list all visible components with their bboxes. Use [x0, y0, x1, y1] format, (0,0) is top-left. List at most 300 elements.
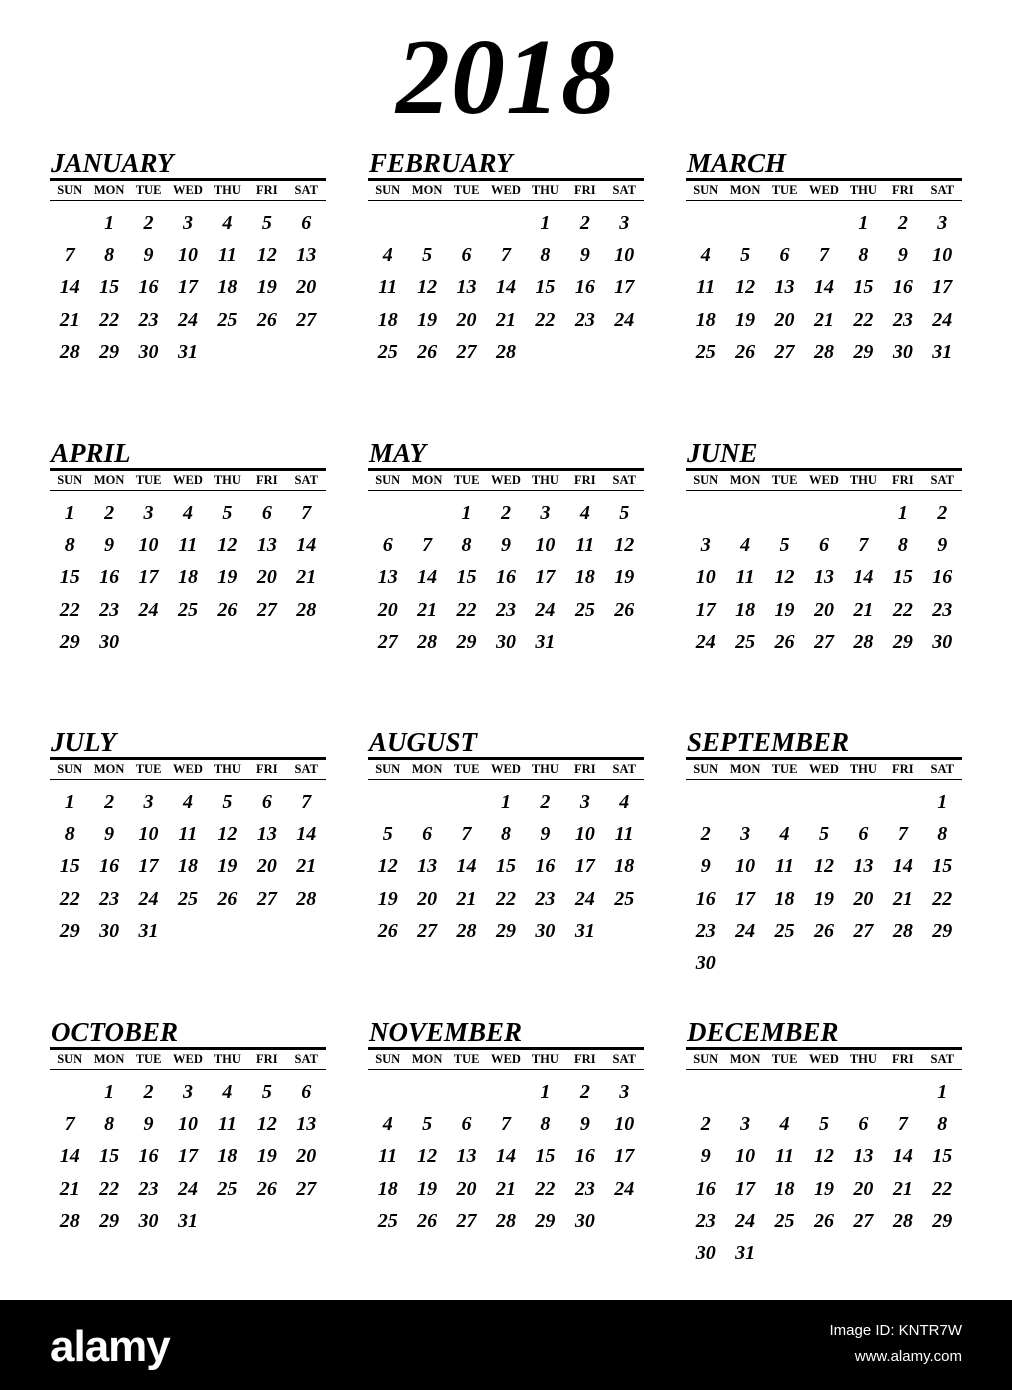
day-cell: 26	[377, 919, 398, 942]
weekday-label: MON	[411, 1052, 443, 1066]
day-cell: 5	[422, 244, 433, 267]
day-cell: 11	[735, 566, 755, 589]
day-cell: 2	[104, 502, 115, 525]
day-cell: 19	[217, 855, 238, 878]
month-november	[368, 1017, 644, 1237]
day-cell: 22	[59, 887, 80, 910]
week-row	[686, 786, 962, 818]
weekday-label: SAT	[294, 473, 318, 487]
day-cell: 16	[138, 1145, 159, 1168]
week-row	[368, 883, 644, 915]
divider	[368, 1069, 644, 1070]
day-cell: 6	[382, 534, 393, 557]
week-row	[368, 304, 644, 336]
day-cell: 1	[461, 502, 472, 525]
day-cell: 18	[695, 308, 716, 331]
day-cell: 17	[932, 276, 953, 299]
weekday-label: SAT	[930, 762, 954, 776]
weekday-label: THU	[849, 473, 877, 487]
day-cell: 2	[143, 212, 154, 235]
day-cell: 11	[775, 1145, 794, 1168]
divider	[50, 200, 326, 201]
day-cell: 12	[256, 244, 277, 267]
week-row	[368, 1140, 644, 1172]
day-cell: 13	[853, 855, 874, 878]
month-name: APRIL	[51, 438, 131, 468]
weekday-label: TUE	[771, 183, 798, 197]
day-cell: 15	[456, 566, 477, 589]
day-cell: 27	[853, 1209, 874, 1232]
week-row	[686, 529, 962, 561]
day-grid	[50, 786, 326, 947]
weekday-label: TUE	[453, 1052, 480, 1066]
day-cell: 10	[177, 244, 198, 267]
day-cell: 3	[700, 534, 711, 557]
weekday-label: WED	[491, 762, 521, 776]
day-cell: 9	[700, 855, 711, 878]
weekday-label: THU	[849, 762, 877, 776]
week-row	[50, 239, 326, 271]
day-cell: 24	[614, 308, 635, 331]
day-grid	[686, 207, 962, 368]
day-cell: 24	[614, 1177, 635, 1200]
day-cell: 21	[892, 1177, 913, 1200]
day-cell: 19	[417, 308, 438, 331]
day-cell: 14	[456, 855, 477, 878]
day-cell: 22	[932, 887, 953, 910]
day-cell: 20	[296, 276, 317, 299]
day-cell: 8	[858, 244, 869, 267]
day-cell: 15	[99, 276, 120, 299]
day-cell: 25	[614, 887, 635, 910]
day-cell: 3	[740, 1113, 751, 1136]
day-cell: 11	[775, 855, 794, 878]
day-cell: 21	[296, 855, 317, 878]
day-cell: 28	[59, 1209, 80, 1232]
weekday-label: MON	[93, 183, 125, 197]
day-cell: 23	[138, 308, 159, 331]
day-cell: 14	[59, 1145, 80, 1168]
day-cell: 22	[535, 1177, 556, 1200]
month-name: FEBRUARY	[369, 148, 513, 178]
day-cell: 6	[461, 1113, 472, 1136]
month-february	[368, 148, 644, 368]
day-cell: 30	[695, 1242, 716, 1265]
day-cell: 1	[937, 1081, 948, 1104]
day-cell: 26	[256, 308, 277, 331]
weekday-label: MON	[729, 473, 761, 487]
weekday-label: MON	[411, 762, 443, 776]
year-title: 2018	[396, 18, 616, 137]
day-cell: 27	[813, 630, 834, 653]
week-row	[686, 947, 962, 979]
weekday-label: TUE	[453, 183, 480, 197]
day-cell: 28	[813, 340, 834, 363]
day-cell: 12	[217, 823, 238, 846]
month-october	[50, 1017, 326, 1237]
day-cell: 13	[377, 566, 398, 589]
day-cell: 10	[735, 1145, 756, 1168]
day-cell: 21	[59, 308, 80, 331]
week-row	[50, 1205, 326, 1237]
day-cell: 25	[177, 598, 198, 621]
day-cell: 27	[456, 340, 477, 363]
day-cell: 29	[932, 1209, 953, 1232]
day-cell: 4	[182, 791, 193, 814]
day-cell: 11	[378, 276, 398, 299]
day-cell: 4	[579, 502, 590, 525]
day-cell: 20	[296, 1145, 317, 1168]
weekday-label: SAT	[612, 1052, 636, 1066]
day-cell: 8	[540, 1113, 551, 1136]
day-cell: 12	[256, 1113, 277, 1136]
day-cell: 25	[774, 1209, 795, 1232]
day-cell: 25	[774, 919, 795, 942]
weekday-header	[368, 471, 644, 490]
day-cell: 12	[377, 855, 398, 878]
weekday-label: WED	[173, 1052, 203, 1066]
week-row	[368, 818, 644, 850]
day-cell: 10	[735, 855, 756, 878]
day-cell: 7	[301, 791, 312, 814]
day-cell: 24	[695, 630, 716, 653]
week-row	[368, 271, 644, 303]
day-cell: 4	[382, 1113, 393, 1136]
day-cell: 7	[461, 823, 472, 846]
day-cell: 9	[143, 1113, 154, 1136]
weekday-label: WED	[491, 1052, 521, 1066]
weekday-label: MON	[411, 473, 443, 487]
weekday-label: WED	[173, 183, 203, 197]
day-cell: 19	[417, 1177, 438, 1200]
day-cell: 10	[614, 244, 635, 267]
weekday-label: WED	[173, 473, 203, 487]
weekday-label: MON	[729, 1052, 761, 1066]
day-cell: 10	[695, 566, 716, 589]
month-name: MARCH	[687, 148, 787, 178]
day-cell: 27	[256, 598, 277, 621]
day-cell: 17	[177, 1145, 198, 1168]
day-cell: 29	[456, 630, 477, 653]
day-cell: 14	[495, 1145, 516, 1168]
weekday-label: WED	[809, 762, 839, 776]
weekday-label: THU	[213, 1052, 241, 1066]
day-cell: 1	[897, 502, 908, 525]
site-url: www.alamy.com	[854, 1348, 962, 1365]
day-cell: 25	[377, 1209, 398, 1232]
day-cell: 28	[495, 340, 516, 363]
day-cell: 24	[138, 598, 159, 621]
weekday-label: WED	[491, 473, 521, 487]
day-cell: 19	[735, 308, 756, 331]
day-cell: 11	[178, 534, 198, 557]
weekday-label: SAT	[612, 473, 636, 487]
month-name: OCTOBER	[51, 1017, 179, 1047]
day-cell: 22	[99, 1177, 120, 1200]
day-cell: 29	[99, 340, 120, 363]
day-cell: 25	[177, 887, 198, 910]
day-cell: 23	[695, 919, 716, 942]
day-cell: 26	[217, 887, 238, 910]
week-row	[686, 271, 962, 303]
month-july	[50, 727, 326, 947]
day-cell: 1	[540, 1081, 551, 1104]
month-september	[686, 727, 962, 979]
day-cell: 4	[619, 791, 630, 814]
day-cell: 3	[182, 212, 193, 235]
day-cell: 15	[932, 855, 953, 878]
weekday-label: TUE	[453, 473, 480, 487]
day-cell: 19	[813, 887, 834, 910]
day-cell: 23	[695, 1209, 716, 1232]
weekday-label: TUE	[135, 473, 162, 487]
day-cell: 20	[813, 598, 834, 621]
day-cell: 14	[892, 1145, 913, 1168]
day-cell: 7	[64, 244, 75, 267]
day-cell: 16	[574, 1145, 595, 1168]
day-cell: 6	[261, 791, 272, 814]
weekday-label: TUE	[771, 473, 798, 487]
image-id-label: Image ID: KNTR7W	[829, 1322, 962, 1339]
day-cell: 4	[700, 244, 711, 267]
day-cell: 11	[575, 534, 595, 557]
weekday-label: MON	[729, 762, 761, 776]
day-cell: 21	[456, 887, 477, 910]
day-cell: 15	[495, 855, 516, 878]
day-cell: 8	[500, 823, 511, 846]
day-cell: 29	[99, 1209, 120, 1232]
divider	[686, 779, 962, 780]
divider	[50, 490, 326, 491]
weekday-label: THU	[213, 183, 241, 197]
divider	[50, 779, 326, 780]
weekday-label: MON	[729, 183, 761, 197]
day-cell: 12	[217, 534, 238, 557]
weekday-label: TUE	[135, 183, 162, 197]
weekday-header	[368, 760, 644, 779]
day-cell: 3	[182, 1081, 193, 1104]
day-cell: 18	[177, 566, 198, 589]
day-cell: 17	[138, 855, 159, 878]
day-cell: 17	[574, 855, 595, 878]
weekday-label: TUE	[135, 1052, 162, 1066]
month-august	[368, 727, 644, 947]
day-cell: 5	[222, 502, 233, 525]
day-cell: 25	[217, 308, 238, 331]
day-cell: 21	[892, 887, 913, 910]
day-cell: 20	[853, 1177, 874, 1200]
week-row	[368, 1173, 644, 1205]
weekday-label: SAT	[612, 762, 636, 776]
weekday-label: TUE	[135, 762, 162, 776]
week-row	[50, 1173, 326, 1205]
week-row	[686, 883, 962, 915]
day-cell: 24	[535, 598, 556, 621]
week-row	[50, 529, 326, 561]
weekday-label: SUN	[693, 473, 719, 487]
day-cell: 15	[99, 1145, 120, 1168]
day-grid	[50, 497, 326, 658]
day-grid	[686, 786, 962, 979]
day-cell: 7	[64, 1113, 75, 1136]
weekday-label: SAT	[294, 762, 318, 776]
week-row	[686, 818, 962, 850]
day-cell: 19	[256, 1145, 277, 1168]
day-cell: 5	[222, 791, 233, 814]
weekday-label: WED	[809, 183, 839, 197]
day-cell: 3	[619, 212, 630, 235]
day-cell: 28	[456, 919, 477, 942]
day-cell: 8	[64, 823, 75, 846]
day-cell: 24	[177, 1177, 198, 1200]
week-row	[50, 497, 326, 529]
weekday-label: THU	[849, 1052, 877, 1066]
weekday-header	[686, 760, 962, 779]
day-cell: 25	[735, 630, 756, 653]
day-grid	[368, 1076, 644, 1237]
day-cell: 12	[813, 1145, 834, 1168]
weekday-label: MON	[411, 183, 443, 197]
day-cell: 28	[296, 887, 317, 910]
day-cell: 3	[740, 823, 751, 846]
day-cell: 2	[579, 212, 590, 235]
day-cell: 28	[59, 340, 80, 363]
day-cell: 17	[735, 1177, 756, 1200]
day-cell: 25	[695, 340, 716, 363]
week-row	[50, 207, 326, 239]
day-cell: 20	[774, 308, 795, 331]
day-cell: 31	[735, 1242, 756, 1265]
day-cell: 30	[99, 630, 120, 653]
day-cell: 18	[574, 566, 595, 589]
weekday-header	[368, 181, 644, 200]
day-cell: 16	[535, 855, 556, 878]
day-cell: 24	[574, 887, 595, 910]
weekday-label: FRI	[892, 762, 914, 776]
day-cell: 14	[813, 276, 834, 299]
week-row	[686, 304, 962, 336]
day-cell: 20	[256, 566, 277, 589]
day-grid	[686, 1076, 962, 1269]
weekday-header	[686, 181, 962, 200]
weekday-label: FRI	[256, 1052, 278, 1066]
day-cell: 26	[217, 598, 238, 621]
week-row	[368, 594, 644, 626]
day-cell: 12	[813, 855, 834, 878]
day-cell: 10	[138, 534, 159, 557]
week-row	[686, 915, 962, 947]
day-cell: 17	[535, 566, 556, 589]
weekday-label: SUN	[693, 183, 719, 197]
month-name: JULY	[51, 727, 116, 757]
day-cell: 14	[296, 823, 317, 846]
weekday-label: SAT	[294, 1052, 318, 1066]
weekday-label: SUN	[57, 473, 83, 487]
day-cell: 27	[256, 887, 277, 910]
day-cell: 14	[853, 566, 874, 589]
day-cell: 24	[735, 1209, 756, 1232]
day-cell: 18	[217, 1145, 238, 1168]
week-row	[50, 818, 326, 850]
day-cell: 27	[296, 1177, 317, 1200]
day-grid	[368, 497, 644, 658]
weekday-label: MON	[93, 762, 125, 776]
day-cell: 7	[858, 534, 869, 557]
day-cell: 30	[574, 1209, 595, 1232]
day-cell: 26	[256, 1177, 277, 1200]
week-row	[686, 850, 962, 882]
day-cell: 20	[456, 308, 477, 331]
weekday-label: FRI	[574, 1052, 596, 1066]
day-cell: 3	[579, 791, 590, 814]
day-cell: 9	[104, 823, 115, 846]
weekday-label: FRI	[892, 183, 914, 197]
day-cell: 4	[740, 534, 751, 557]
day-cell: 6	[461, 244, 472, 267]
day-cell: 4	[222, 1081, 233, 1104]
day-cell: 3	[143, 791, 154, 814]
day-cell: 6	[818, 534, 829, 557]
day-cell: 13	[774, 276, 795, 299]
day-cell: 3	[143, 502, 154, 525]
day-cell: 13	[456, 1145, 477, 1168]
month-december	[686, 1017, 962, 1269]
weekday-label: FRI	[892, 473, 914, 487]
day-cell: 22	[892, 598, 913, 621]
day-cell: 30	[695, 952, 716, 975]
weekday-label: WED	[173, 762, 203, 776]
day-cell: 5	[619, 502, 630, 525]
week-row	[50, 786, 326, 818]
day-cell: 30	[99, 919, 120, 942]
day-cell: 11	[178, 823, 198, 846]
week-row	[368, 529, 644, 561]
day-cell: 1	[64, 791, 75, 814]
day-cell: 13	[256, 823, 277, 846]
week-row	[686, 497, 962, 529]
week-row	[50, 594, 326, 626]
week-row	[368, 850, 644, 882]
day-cell: 4	[382, 244, 393, 267]
day-cell: 10	[932, 244, 953, 267]
day-cell: 31	[177, 1209, 198, 1232]
weekday-label: THU	[531, 762, 559, 776]
day-cell: 16	[138, 276, 159, 299]
day-cell: 22	[853, 308, 874, 331]
divider	[368, 200, 644, 201]
week-row	[368, 561, 644, 593]
day-cell: 10	[177, 1113, 198, 1136]
day-cell: 16	[695, 887, 716, 910]
weekday-label: FRI	[574, 762, 596, 776]
weekday-label: SAT	[930, 473, 954, 487]
day-cell: 21	[495, 1177, 516, 1200]
weekday-label: SUN	[57, 1052, 83, 1066]
week-row	[686, 1140, 962, 1172]
weekday-label: WED	[809, 473, 839, 487]
week-row	[686, 1108, 962, 1140]
day-cell: 7	[500, 1113, 511, 1136]
day-cell: 1	[104, 1081, 115, 1104]
day-cell: 27	[456, 1209, 477, 1232]
weekday-label: TUE	[453, 762, 480, 776]
day-cell: 13	[256, 534, 277, 557]
day-cell: 27	[774, 340, 795, 363]
day-cell: 30	[932, 630, 953, 653]
day-cell: 12	[417, 276, 438, 299]
day-cell: 21	[495, 308, 516, 331]
week-row	[50, 1076, 326, 1108]
